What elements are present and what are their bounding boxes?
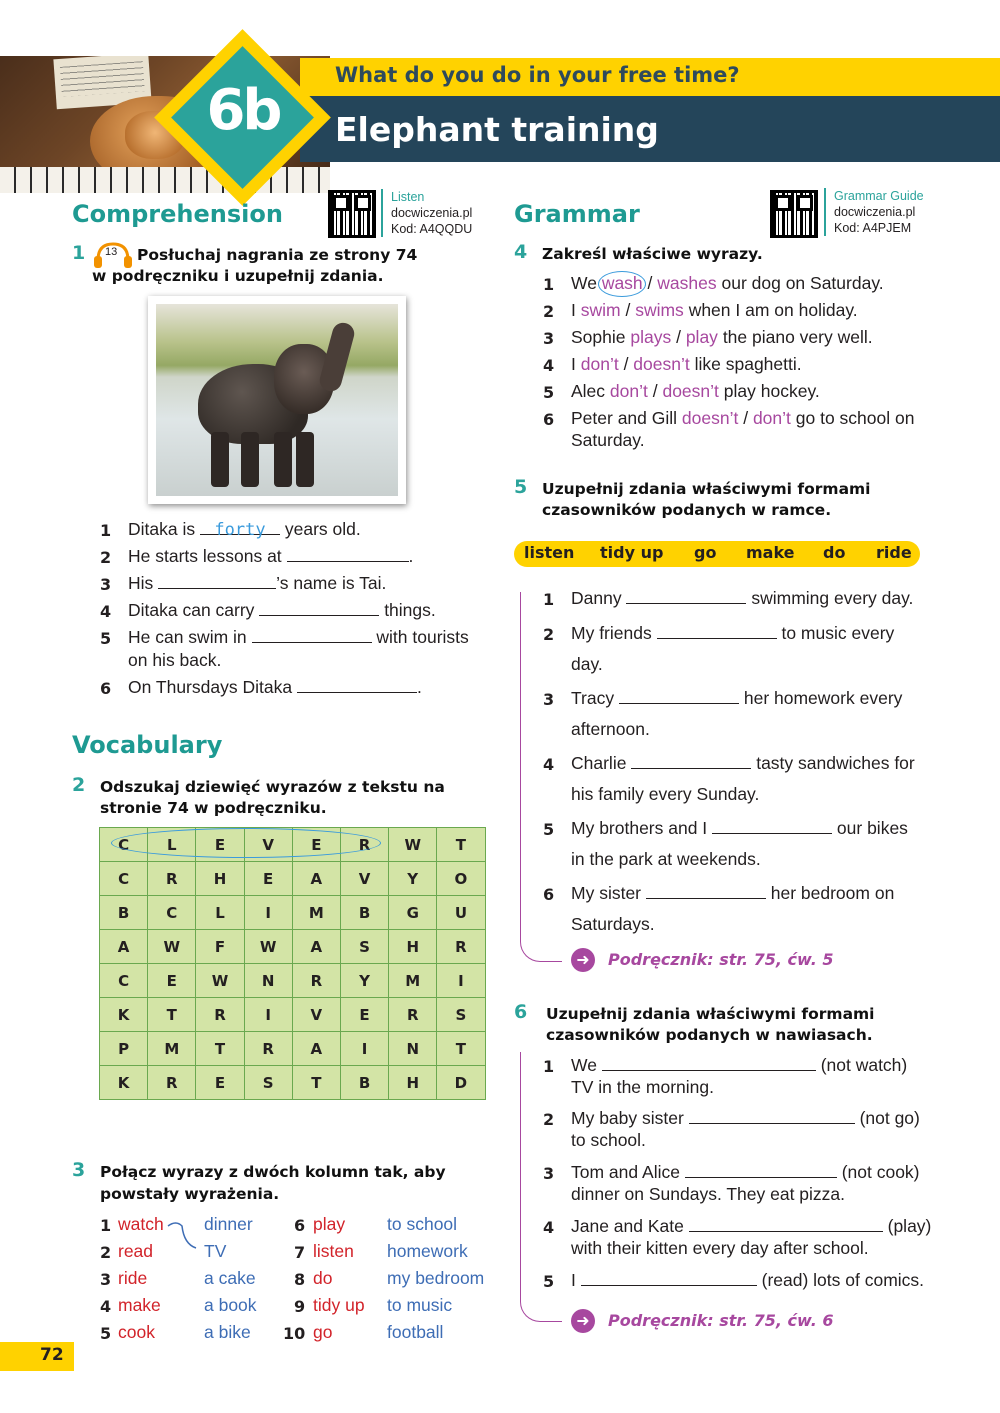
grid-cell[interactable]: W	[148, 930, 196, 964]
item-number: 4	[543, 1218, 555, 1237]
task-number: 6	[514, 1001, 528, 1023]
grid-cell[interactable]: E	[148, 964, 196, 998]
match-verb[interactable]: cook	[118, 1322, 155, 1342]
grid-cell[interactable]: W	[196, 964, 244, 998]
item-text: Tracy	[571, 688, 615, 708]
item-text: ’s name is Tai.	[276, 573, 387, 593]
piano-keys	[0, 167, 330, 193]
grid-row	[100, 964, 486, 998]
grid-cell[interactable]: E	[196, 828, 244, 862]
item-number: 2	[100, 1243, 112, 1262]
item-text: things.	[384, 600, 436, 620]
option-a[interactable]: don’t	[580, 354, 619, 374]
task5-instruction-1: Uzupełnij zdania właściwymi formami	[542, 480, 871, 498]
grid-cell[interactable]: E	[292, 828, 340, 862]
word-box-item: do	[823, 543, 846, 562]
answer-field[interactable]	[602, 1055, 816, 1071]
grid-row	[100, 1032, 486, 1066]
task4-instruction: Zakreśl właściwe wyrazy.	[542, 245, 763, 263]
item-text-cont: in the park at weekends.	[571, 849, 761, 869]
grid-cell[interactable]: V	[340, 862, 388, 896]
option-a[interactable]: swim	[580, 300, 621, 320]
answer-field[interactable]	[158, 573, 276, 589]
task1-item-2	[128, 546, 413, 567]
item-number: 6	[294, 1216, 306, 1235]
item-number: 9	[294, 1297, 306, 1316]
grid-cell[interactable]: W	[244, 930, 292, 964]
arrow-right-icon: ➜	[571, 948, 595, 972]
grid-cell[interactable]: R	[340, 828, 388, 862]
answer-field[interactable]	[646, 883, 766, 899]
word-box	[514, 541, 920, 567]
task5-instruction-2: czasowników podanych w ramce.	[542, 501, 832, 519]
answer-field[interactable]	[712, 818, 832, 834]
word-box-item: ride	[876, 543, 912, 562]
item-text: Ditaka can carry	[128, 600, 255, 620]
item-number: 6	[543, 410, 555, 429]
item-text: He starts lessons at	[128, 546, 282, 566]
item-number: 1	[100, 1216, 112, 1235]
item-text-cont: afternoon.	[571, 719, 650, 739]
item-text: .	[416, 677, 422, 697]
grid-cell[interactable]: C	[148, 896, 196, 930]
item-number: 2	[543, 302, 555, 321]
task1-item-1	[128, 519, 361, 540]
qr-site: docwiczenia.pl	[391, 206, 473, 220]
comprehension-heading: Comprehension	[72, 200, 283, 228]
item-text: (play)	[887, 1216, 932, 1236]
grid-cell[interactable]: I	[244, 998, 292, 1032]
task6-item	[571, 1108, 920, 1129]
grid-cell[interactable]: M	[148, 1032, 196, 1066]
item-text: My friends	[571, 623, 652, 643]
item-number: 2	[100, 548, 112, 567]
item-text: He can swim in	[128, 627, 247, 647]
lesson-subtitle: What do you do in your free time?	[335, 63, 740, 87]
qr-code-text: Kod: A4PJEM	[834, 221, 912, 235]
task6-reference[interactable]: Podręcznik: str. 75, ćw. 6	[608, 1311, 834, 1330]
task5-bracket	[520, 592, 562, 962]
match-noun[interactable]: homework	[387, 1241, 468, 1261]
match-verb[interactable]: make	[118, 1295, 161, 1315]
grid-row	[100, 1066, 486, 1100]
task5-item	[571, 688, 902, 709]
task6-instruction-1: Uzupełnij zdania właściwymi formami	[546, 1005, 875, 1023]
grid-cell[interactable]: N	[244, 964, 292, 998]
task6-instruction-2: czasowników podanych w nawiasach.	[546, 1026, 873, 1044]
task4-item: Alec don’t / doesn’t play hockey.	[571, 381, 820, 401]
grid-cell[interactable]: A	[292, 862, 340, 896]
item-number: 1	[543, 590, 555, 609]
item-number: 4	[543, 755, 555, 774]
item-text-cont: TV in the morning.	[571, 1077, 714, 1097]
task6-item	[571, 1216, 931, 1237]
task6-item	[571, 1162, 920, 1183]
task5-item	[571, 883, 894, 904]
option-b[interactable]: doesn’t	[662, 381, 719, 401]
item-text: My baby sister	[571, 1108, 684, 1128]
grid-cell[interactable]: T	[148, 998, 196, 1032]
grid-cell[interactable]: K	[100, 1066, 148, 1100]
grid-cell[interactable]: B	[100, 896, 148, 930]
match-line-watch-tv	[166, 1218, 206, 1258]
grid-cell[interactable]: S	[340, 930, 388, 964]
grid-cell[interactable]: R	[148, 862, 196, 896]
match-noun[interactable]: a bike	[204, 1322, 251, 1342]
grid-cell[interactable]: R	[196, 998, 244, 1032]
qr-code-text: Kod: A4QQDU	[391, 222, 473, 236]
option-b[interactable]: washes	[657, 273, 717, 293]
item-number: 5	[543, 383, 555, 402]
option-a[interactable]: don’t	[609, 381, 648, 401]
answer-field[interactable]	[259, 600, 379, 616]
grammar-heading: Grammar	[514, 200, 640, 228]
arrow-right-icon: ➜	[571, 1309, 595, 1333]
option-a[interactable]: doesn’t	[681, 408, 739, 428]
option-b[interactable]: doesn’t	[633, 354, 690, 374]
item-number: 4	[100, 1297, 112, 1316]
item-text: our bikes	[836, 818, 908, 838]
word-box-item: go	[694, 543, 717, 562]
item-text: (not go)	[859, 1108, 920, 1128]
item-text: the piano very well.	[722, 327, 873, 347]
grid-cell[interactable]: H	[389, 930, 437, 964]
item-number: 5	[100, 629, 112, 648]
item-text: years old.	[284, 519, 361, 539]
item-text: His	[128, 573, 154, 593]
grid-cell[interactable]: O	[437, 862, 485, 896]
task1-item-4	[128, 600, 436, 621]
grid-cell[interactable]: Y	[340, 964, 388, 998]
task-number: 1	[72, 242, 86, 264]
answer-field[interactable]	[657, 623, 777, 639]
item-text: Danny	[571, 588, 622, 608]
item-text: to music every	[781, 623, 895, 643]
item-number: 4	[543, 356, 555, 375]
item-number: 6	[100, 679, 112, 698]
grid-cell[interactable]: K	[100, 998, 148, 1032]
item-text: Ditaka is	[128, 519, 196, 539]
task4-item: Peter and Gill doesn’t / don’t go to school on	[571, 408, 915, 428]
grid-cell[interactable]: R	[148, 1066, 196, 1100]
task2-instruction-1: Odszukaj dziewięć wyrazów z tekstu na	[100, 778, 445, 796]
item-number: 5	[100, 1324, 112, 1343]
item-text: Sophie	[571, 327, 626, 347]
task5-item	[571, 623, 894, 644]
item-number: 3	[100, 575, 112, 594]
item-text-cont: dinner on Sundays. They eat pizza.	[571, 1184, 846, 1204]
qr-info-grammar	[824, 188, 924, 236]
option-a[interactable]: plays	[630, 327, 672, 347]
task-number: 5	[514, 476, 528, 498]
word-box-item: make	[746, 543, 795, 562]
item-text: (not cook)	[841, 1162, 920, 1182]
item-text: Tom and Alice	[571, 1162, 680, 1182]
match-noun[interactable]: my bedroom	[387, 1268, 485, 1288]
item-text: play hockey.	[723, 381, 820, 401]
item-text: tasty sandwiches for	[756, 753, 915, 773]
word-box-item: listen	[524, 543, 575, 562]
item-text: when I am on holiday.	[688, 300, 858, 320]
match-verb[interactable]: watch	[118, 1214, 164, 1234]
grid-cell[interactable]: E	[196, 1066, 244, 1100]
item-text: (not watch)	[820, 1055, 908, 1075]
grid-cell[interactable]: T	[196, 1032, 244, 1066]
word-search-grid[interactable]	[99, 827, 486, 1100]
answer-field[interactable]	[685, 1162, 837, 1178]
vocabulary-heading: Vocabulary	[72, 731, 223, 759]
item-text: My brothers and I	[571, 818, 708, 838]
grid-cell[interactable]: M	[389, 964, 437, 998]
item-number: 2	[543, 625, 555, 644]
grid-cell[interactable]: F	[196, 930, 244, 964]
item-text: On Thursdays Ditaka	[128, 677, 293, 697]
grid-cell[interactable]: T	[292, 1066, 340, 1100]
item-text-cont: Saturday.	[571, 430, 645, 450]
match-noun[interactable]: football	[387, 1322, 444, 1342]
item-text: We	[571, 1055, 597, 1075]
answer-field[interactable]	[631, 753, 751, 769]
task4-item: We wash / washes our dog on Saturday.	[571, 273, 884, 293]
task4-item: Sophie plays / play the piano very well.	[571, 327, 873, 347]
task6-bracket	[520, 1052, 562, 1322]
task5-item	[571, 818, 908, 839]
grid-cell[interactable]: C	[100, 964, 148, 998]
match-verb[interactable]: do	[313, 1268, 333, 1288]
item-text: .	[408, 546, 414, 566]
elephant-leg	[296, 432, 314, 487]
grid-cell[interactable]: L	[148, 828, 196, 862]
grid-cell[interactable]: T	[437, 828, 485, 862]
item-number: 3	[543, 329, 555, 348]
match-noun[interactable]: a book	[204, 1295, 257, 1315]
item-text: Peter and Gill	[571, 408, 678, 428]
grid-cell[interactable]: R	[437, 930, 485, 964]
item-number: 3	[100, 1270, 112, 1289]
page-number: 72	[40, 1345, 64, 1365]
task3-instruction-1: Połącz wyrazy z dwóch kolumn tak, aby	[100, 1163, 446, 1181]
item-number: 6	[543, 885, 555, 904]
grid-cell[interactable]: S	[437, 998, 485, 1032]
item-number: 5	[543, 1272, 555, 1291]
item-number: 8	[294, 1270, 306, 1289]
task5-item	[571, 588, 913, 609]
grid-cell[interactable]: H	[196, 862, 244, 896]
word-box-item: tidy up	[600, 543, 664, 562]
grid-cell[interactable]: A	[292, 1032, 340, 1066]
match-verb[interactable]: read	[118, 1241, 154, 1261]
item-text: Alec	[571, 381, 606, 401]
answer-field[interactable]	[287, 546, 409, 562]
elephant-leg	[274, 432, 292, 487]
task5-item	[571, 753, 915, 774]
item-number: 10	[283, 1324, 306, 1343]
task1-instruction-1: Posłuchaj nagrania ze strony 74	[137, 246, 418, 264]
item-text: Charlie	[571, 753, 627, 773]
task6-item	[571, 1270, 924, 1291]
answer-field[interactable]	[252, 627, 372, 643]
item-text: with tourists	[376, 627, 469, 647]
elephant-leg	[211, 432, 229, 487]
match-noun[interactable]: to school	[387, 1214, 458, 1234]
item-number: 2	[543, 1110, 555, 1129]
task2-instruction-2: stronie 74 w podręczniku.	[100, 799, 327, 817]
answer-field[interactable]	[689, 1108, 855, 1124]
match-noun[interactable]: a cake	[204, 1268, 256, 1288]
task1-item-5	[128, 627, 469, 648]
grid-cell[interactable]: H	[389, 1066, 437, 1100]
item-number: 3	[543, 1164, 555, 1183]
task-number: 2	[72, 774, 86, 796]
item-text-cont: with their kitten every day after school.	[571, 1238, 869, 1258]
item-number: 1	[543, 1057, 555, 1076]
qr-title: Grammar Guide	[834, 189, 924, 203]
item-text: our dog on Saturday.	[721, 273, 884, 293]
grid-cell[interactable]: V	[292, 998, 340, 1032]
answer-field[interactable]	[581, 1270, 757, 1286]
grid-row	[100, 930, 486, 964]
grid-cell[interactable]: R	[292, 964, 340, 998]
item-number: 5	[543, 820, 555, 839]
match-verb[interactable]: ride	[118, 1268, 148, 1288]
grid-cell[interactable]: B	[340, 1066, 388, 1100]
task5-reference[interactable]: Podręcznik: str. 75, ćw. 5	[608, 950, 834, 969]
item-text: swimming every day.	[751, 588, 914, 608]
grid-cell[interactable]: D	[437, 1066, 485, 1100]
grid-cell[interactable]: I	[340, 1032, 388, 1066]
qr-title: Listen	[391, 190, 425, 204]
elephant-photo	[148, 296, 406, 504]
item-text: I	[571, 354, 576, 374]
grid-cell[interactable]: S	[244, 1066, 292, 1100]
item-text: (read) lots of comics.	[761, 1270, 925, 1290]
match-verb[interactable]: go	[313, 1322, 333, 1342]
grid-cell[interactable]: I	[244, 896, 292, 930]
grid-row	[100, 862, 486, 896]
qr-site: docwiczenia.pl	[834, 205, 916, 219]
item-text-cont: Saturdays.	[571, 914, 655, 934]
grid-cell[interactable]: I	[437, 964, 485, 998]
option-a[interactable]: wash	[601, 273, 643, 293]
grid-cell[interactable]: T	[437, 1032, 485, 1066]
match-verb[interactable]: listen	[313, 1241, 354, 1261]
circled-word-clever	[111, 828, 381, 858]
match-verb[interactable]: play	[313, 1214, 346, 1234]
grid-cell[interactable]: P	[100, 1032, 148, 1066]
grid-cell[interactable]: U	[437, 896, 485, 930]
circled-answer-wash	[598, 271, 646, 297]
item-text: her homework every	[743, 688, 903, 708]
grid-cell[interactable]: W	[389, 828, 437, 862]
item-text-cont: day.	[571, 654, 603, 674]
task1-item-6	[128, 677, 422, 698]
task4-item: I don’t / doesn’t like spaghetti.	[571, 354, 802, 374]
item-number: 1	[100, 521, 112, 540]
item-text: We	[571, 273, 597, 293]
grid-cell[interactable]: E	[340, 998, 388, 1032]
grid-cell[interactable]: C	[100, 828, 148, 862]
match-verb[interactable]: tidy up	[313, 1295, 365, 1315]
task1-instruction-2: w podręczniku i uzupełnij zdania.	[92, 267, 384, 285]
grid-cell[interactable]: R	[244, 1032, 292, 1066]
grid-cell[interactable]: N	[389, 1032, 437, 1066]
grid-cell[interactable]: A	[100, 930, 148, 964]
grid-cell[interactable]: E	[244, 862, 292, 896]
qr-info-listen	[381, 189, 472, 237]
answer-field[interactable]	[297, 677, 417, 693]
item-text: I	[571, 1270, 576, 1290]
grid-cell[interactable]: B	[340, 896, 388, 930]
lesson-title: Elephant training	[335, 110, 659, 149]
item-text: her bedroom on	[770, 883, 895, 903]
item-text: My sister	[571, 883, 641, 903]
grid-row	[100, 896, 486, 930]
item-text: Jane and Kate	[571, 1216, 684, 1236]
match-noun[interactable]: dinner	[204, 1214, 253, 1234]
task1-item-5-cont: on his back.	[128, 650, 222, 670]
grid-row	[100, 998, 486, 1032]
task3-instruction-2: powstały wyrażenia.	[100, 1185, 280, 1203]
item-text-cont: his family every Sunday.	[571, 784, 760, 804]
qr-code-grammar[interactable]	[770, 190, 818, 238]
handwritten-answer: forty	[214, 520, 266, 540]
item-text-cont: to school.	[571, 1130, 646, 1150]
grid-cell[interactable]: G	[389, 896, 437, 930]
grid-cell[interactable]: R	[389, 998, 437, 1032]
grid-cell[interactable]: L	[196, 896, 244, 930]
task6-item	[571, 1055, 907, 1076]
answer-field[interactable]	[626, 588, 746, 604]
answer-field[interactable]	[619, 688, 739, 704]
item-number: 1	[543, 275, 555, 294]
grid-cell[interactable]: A	[292, 930, 340, 964]
task1-item-3	[128, 573, 386, 594]
option-b[interactable]: don’t	[752, 408, 791, 428]
grid-cell[interactable]: Y	[389, 862, 437, 896]
option-b[interactable]: swims	[635, 300, 684, 320]
item-text: like spaghetti.	[694, 354, 802, 374]
task-number: 4	[514, 241, 528, 263]
lesson-code: 6b	[206, 78, 280, 143]
task4-item: I swim / swims when I am on holiday.	[571, 300, 858, 320]
answer-field[interactable]	[689, 1216, 883, 1232]
option-b[interactable]: play	[685, 327, 718, 347]
answer-field[interactable]	[200, 519, 280, 540]
task-number: 3	[72, 1159, 86, 1181]
item-number: 4	[100, 602, 112, 621]
elephant-leg	[241, 432, 259, 487]
item-text: I	[571, 300, 576, 320]
qr-code-listen[interactable]	[328, 190, 376, 238]
item-number: 3	[543, 690, 555, 709]
grid-cell[interactable]: M	[292, 896, 340, 930]
grid-cell[interactable]: C	[100, 862, 148, 896]
grid-cell[interactable]: V	[244, 828, 292, 862]
item-number: 7	[294, 1243, 306, 1262]
item-text: go to school on	[795, 408, 915, 428]
match-noun[interactable]: TV	[204, 1241, 227, 1261]
track-number: 13	[105, 246, 118, 258]
match-noun[interactable]: to music	[387, 1295, 453, 1315]
